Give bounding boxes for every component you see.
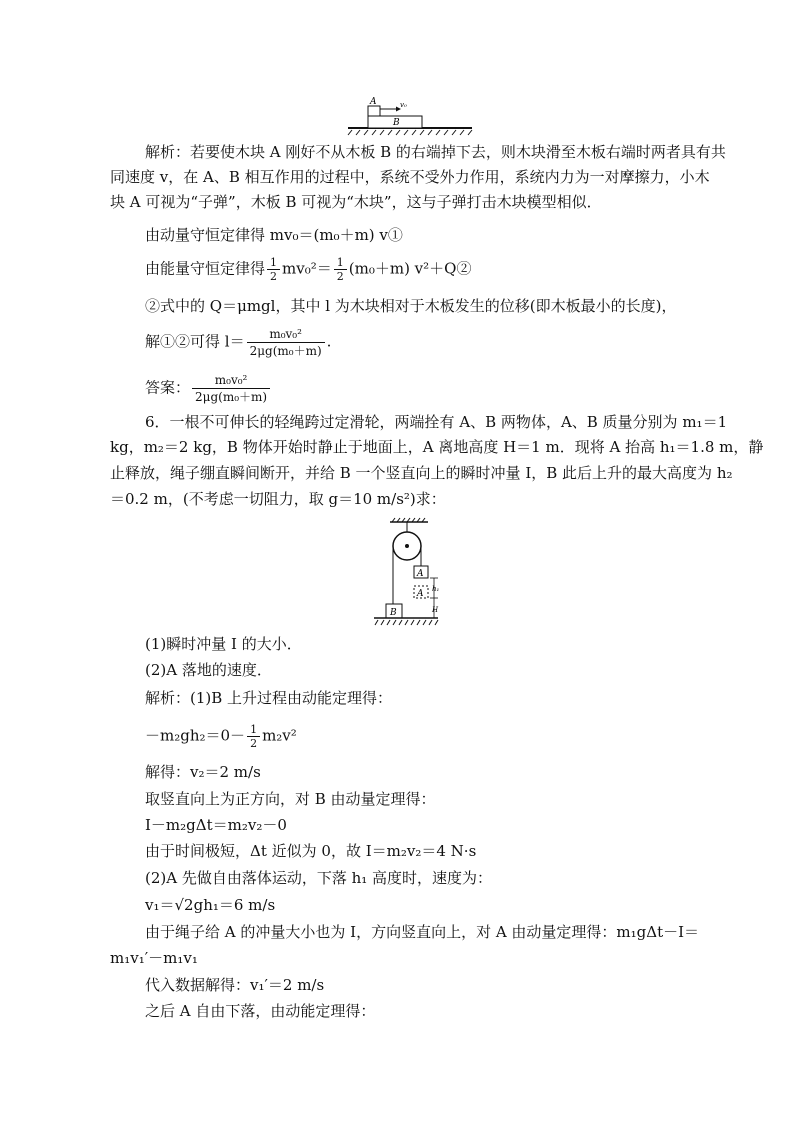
solution-length-prefix: 解①②可得 l＝ (145, 332, 245, 351)
a-momentum-line-1: 由于绳子给 A 的冲量大小也为 I，方向竖直向上，对 A 由动量定理得：m₁gΔt－I＝ (145, 923, 700, 941)
pulley-label-a-top: A (417, 569, 424, 579)
half-fraction: $\frac{1}{2}$ (267, 256, 280, 283)
question-6-line-2: kg，m₂＝2 kg，B 物体开始时静止于地面上，A 离地高度 H＝1 m．现将 A 抬高 h₁＝1.8 m，静 (110, 438, 764, 456)
sub-question-1: (1)瞬时冲量 I 的大小． (145, 635, 302, 653)
a-momentum-line-2: m₁v₁′－m₁v₁ (110, 949, 198, 967)
ke-eq-prefix: －m₂gh₂＝0－ (145, 726, 246, 745)
energy-eq-prefix: 由能量守恒定律得 (145, 259, 266, 278)
v2-result: 解得：v₂＝2 m/s (145, 763, 261, 781)
analysis-line-2: 同速度 v，在 A、B 相互作用的过程中，系统不受外力作用，系统内力为一对摩擦力，小木 (110, 168, 710, 186)
answer-line (145, 372, 272, 405)
momentum-equation: 由动量守恒定律得 mv₀＝(m₀＋m) v① (145, 226, 403, 244)
solution-length-fraction: $\frac{\text{m₀v₀²}}{\text{2μg(m₀＋m)}}$ (247, 326, 325, 359)
analysis-line-3: 块 A 可视为“子弹”，木板 B 可视为“木块”，这与子弹打击木块模型相似． (110, 193, 602, 211)
impulse-equation: I－m₂gΔt＝m₂v₂－0 (145, 816, 287, 834)
block-a (368, 106, 380, 116)
answer-prefix: 答案： (145, 378, 191, 397)
pulley-axle (405, 544, 409, 548)
block-board-figure (340, 92, 480, 138)
solution-length-suffix: . (326, 332, 332, 351)
pulley-label-b: B (390, 608, 397, 618)
question-6-line-3: 止释放，绳子绷直瞬间断开，并给 B 一个竖直向上的瞬时冲量 I，B 此后上升的最大高度为 h₂ (110, 464, 733, 482)
analysis-line-1: 解析：若要使木块 A 刚好不从木板 B 的右端掉下去，则木块滑至木板右端时两者具有共 (145, 143, 726, 161)
direction-statement: 取竖直向上为正方向，对 B 由动量定理得： (145, 790, 436, 808)
energy-eq-mid: mv₀²＝ (282, 259, 332, 278)
pulley-label-h1: h₁ (432, 585, 440, 593)
pulley-label-h: H (432, 606, 439, 614)
pulley-figure (370, 516, 440, 628)
kinetic-energy-equation (145, 723, 297, 750)
answer-fraction: $\frac{\text{m₀v₀²}}{\text{2μg(m₀＋m)}}$ (192, 372, 270, 405)
solution-length-line (145, 326, 331, 359)
energy-eq-suffix: (m₀＋m) v²＋Q② (348, 259, 472, 278)
figure-label-b: B (393, 118, 400, 128)
figure-label-v0: v₀ (400, 101, 407, 109)
half-fraction-2: $\frac{1}{2}$ (334, 256, 347, 283)
energy-equation (145, 256, 471, 283)
question-6-line-1: 6．一根不可伸长的轻绳跨过定滑轮，两端拴有 A、B 两物体，A、B 质量分别为 m₁＝1 (145, 413, 728, 431)
pulley-label-a-mid: A (417, 589, 424, 599)
solution-intro: 解析：(1)B 上升过程由动能定理得： (145, 689, 393, 707)
question-6-line-4: ＝0.2 m，(不考虑一切阻力，取 g＝10 m/s²)求： (110, 490, 446, 508)
final-fall-statement: 之后 A 自由下落，由动能定理得： (145, 1002, 376, 1020)
ke-eq-suffix: m₂v² (262, 726, 297, 745)
figure-label-a: A (370, 97, 377, 107)
free-fall-statement: (2)A 先做自由落体运动，下落 h₁ 高度时，速度为： (145, 869, 493, 887)
v1-prime-result: 代入数据解得：v₁′＝2 m/s (145, 976, 325, 994)
friction-heat-line: ②式中的 Q＝μmgl，其中 l 为木块相对于木板发生的位移(即木板最小的长度)， (145, 297, 677, 315)
impulse-result: 由于时间极短，Δt 近似为 0，故 I＝m₂v₂＝4 N·s (145, 842, 477, 860)
ke-half-fraction: $\frac{1}{2}$ (247, 723, 260, 750)
sub-question-2: (2)A 落地的速度． (145, 661, 272, 679)
v1-result: v₁＝√2gh₁＝6 m/s (145, 896, 276, 914)
